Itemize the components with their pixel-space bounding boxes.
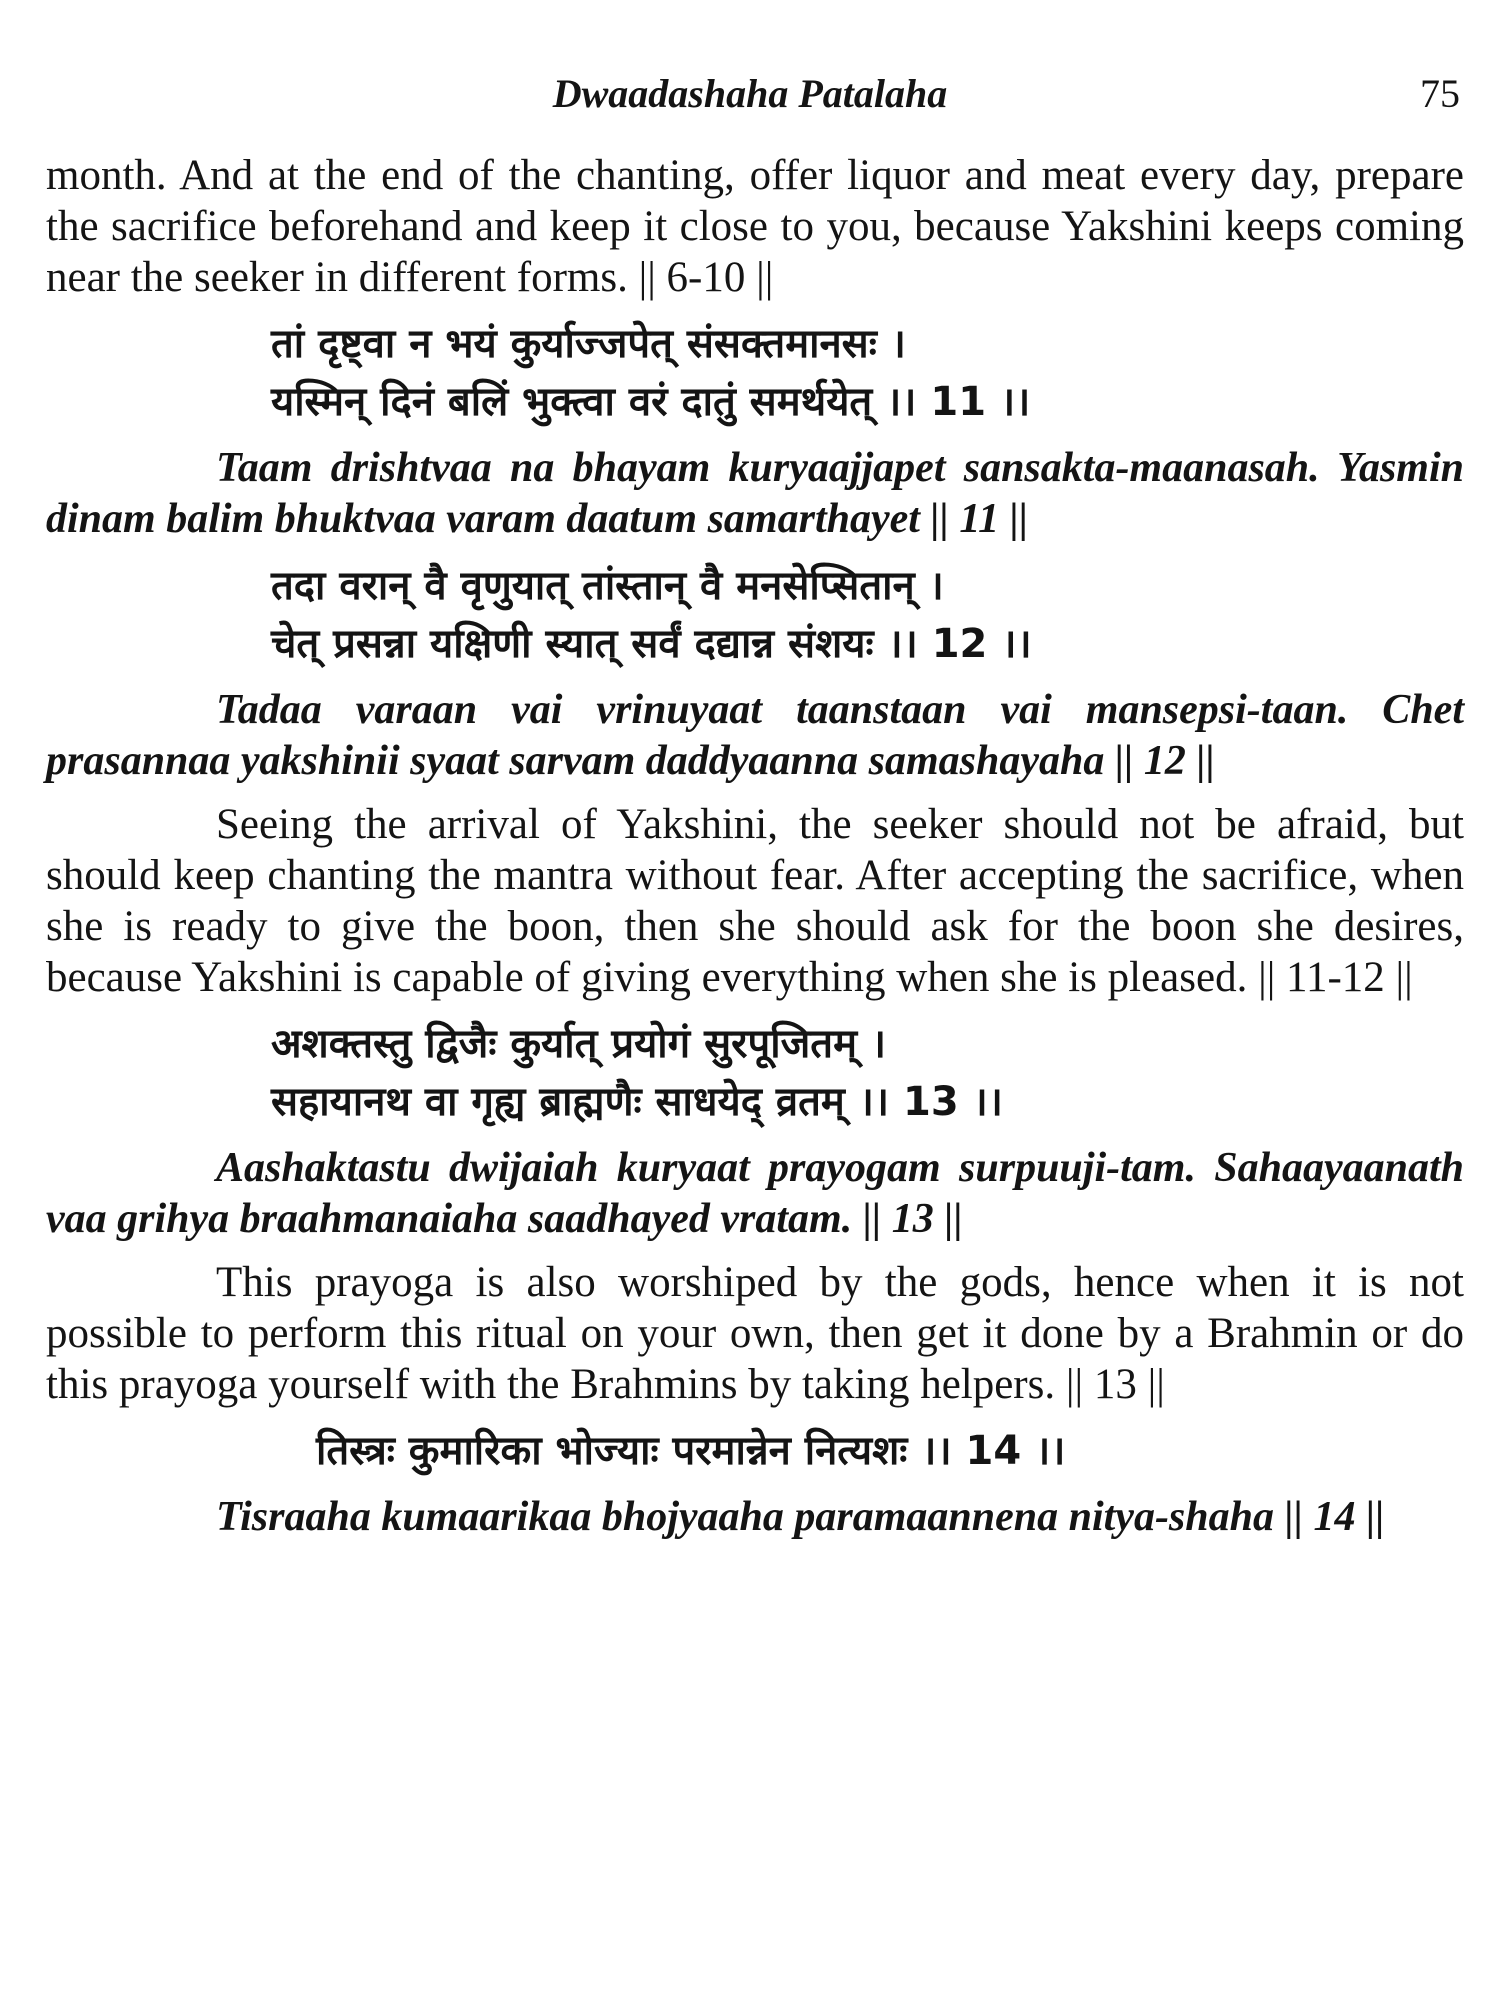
page-header [40, 70, 1460, 130]
sanskrit-verse-12 [46, 557, 1464, 673]
paragraph-translation-11-12: Seeing the arrival of Yakshini, the seeker should not be afraid, but should keep chanting the mantra without fear. After accepting the sacrifice, when she is ready to give the boon, then she should ask for the boon she desires, because Yakshini is capable of giving everything when she is pleased. || 11-12 || [46, 801, 1464, 1001]
chapter-title: Dwaadashaha Patalaha [552, 71, 948, 116]
verse-line: तां दृष्ट्वा न भयं कुर्याज्जपेत् संसक्तमानसः । [271, 321, 906, 367]
verse-line: यस्मिन् दिनं बलिं भुक्त्वा वरं दातुं समर्थयेत् ।। 11 ।। [271, 379, 1031, 425]
paragraph-translation-6-10: month. And at the end of the chanting, offer liquor and meat every day, prepare the sacrifice beforehand and keep it close to you, because Yakshini keeps coming near the seeker in different forms. || 6-10 || [46, 152, 1464, 301]
verse-line: सहायानथ वा गृह्य ब्राह्मणैः साधयेद् व्रतम् ।। 13 ।। [271, 1079, 1003, 1125]
sanskrit-verse-13 [46, 1015, 1464, 1131]
paragraph-translation-13: This prayoga is also worshiped by the gods, hence when it is not possible to perform this ritual on your own, then get it done by a Brahmin or do this prayoga yourself with the Brahmins by taking helpers. || 13 || [46, 1259, 1464, 1408]
transliteration-12: Tadaa varaan vai vrinuyaat taanstaan vai mansepsi-taan. Chet prasannaa yakshinii syaat sarvam daddyaanna samashayaha || 12 || [46, 687, 1464, 784]
verse-line: तिस्त्रः कुमारिका भोज्याः परमान्नेन नित्यशः ।। 14 ।। [316, 1428, 1066, 1474]
transliteration-11: Taam drishtvaa na bhayam kuryaajjapet sansakta-maanasah. Yasmin dinam balim bhuktvaa varam daatum samarthayet || 11 || [46, 445, 1464, 542]
page-body [46, 150, 1464, 1543]
verse-line: अशक्तस्तु द्विजैः कुर्यात् प्रयोगं सुरपूजितम् । [271, 1021, 887, 1067]
page-number: 75 [1420, 71, 1460, 116]
verse-line: तदा वरान् वै वृणुयात् तांस्तान् वै मनसेप्सितान् । [271, 563, 944, 609]
transliteration-14: Tisraaha kumaarikaa bhojyaaha paramaannena nitya-shaha || 14 || [216, 1494, 1385, 1540]
sanskrit-verse-11 [46, 315, 1464, 431]
verse-line: चेत् प्रसन्ना यक्षिणी स्यात् सर्वं दद्यान्न संशयः ।। 12 ।। [271, 621, 1032, 667]
transliteration-13: Aashaktastu dwijaiah kuryaat prayogam surpuuji-tam. Sahaayaanath vaa grihya braahmanaiaha saadhayed vratam. || 13 || [46, 1145, 1464, 1242]
sanskrit-verse-14 [46, 1422, 1464, 1480]
